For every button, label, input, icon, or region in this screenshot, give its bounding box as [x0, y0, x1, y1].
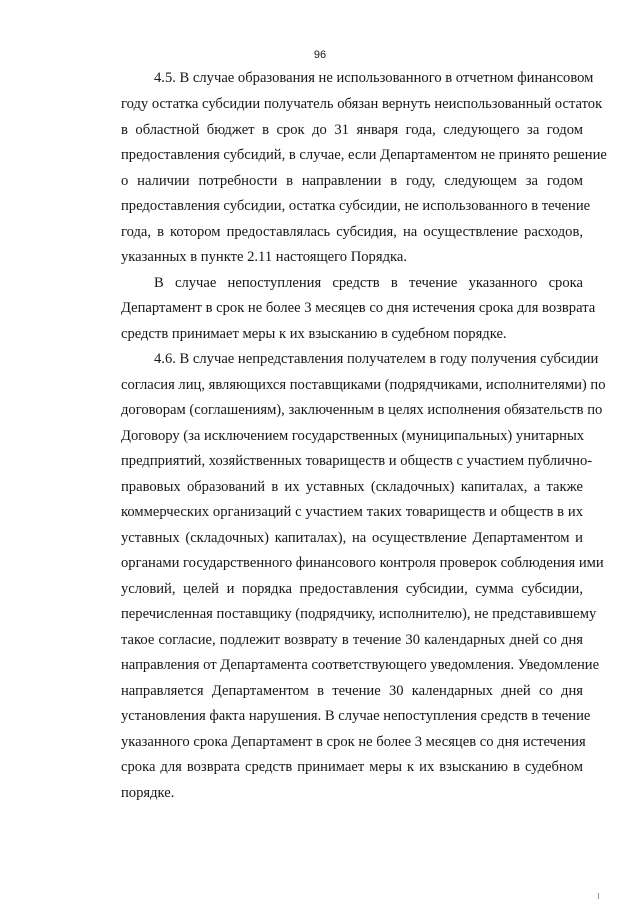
text-line: в областной бюджет в срок до 31 января года, следующего за годом	[121, 122, 583, 138]
text-line: предоставления субсидий, в случае, если Департаментом не принято решение	[121, 147, 607, 163]
text-line: Договору (за исключением государственных (муниципальных) унитарных	[121, 428, 585, 444]
text-line: предоставления субсидии, остатка субсидии, не использованного в течение	[121, 198, 591, 214]
text-line: коммерческих организаций с участием таких товариществ и обществ в их	[121, 504, 583, 520]
text-line: средств принимает меры к их взысканию в судебном порядке.	[121, 326, 507, 342]
text-line: договорам (соглашениям), заключенным в целях исполнения обязательств по	[121, 402, 603, 418]
text-line: согласия лиц, являющихся поставщиками (подрядчиками, исполнителями) по	[121, 377, 606, 393]
text-line: срока для возврата средств принимает меры к их взысканию в судебном	[121, 759, 583, 775]
text-line: Департамент в срок не более 3 месяцев со дня истечения срока для возврата	[121, 300, 596, 316]
text-line: предприятий, хозяйственных товариществ и обществ с участием публично-	[121, 453, 593, 469]
text-line: такое согласие, подлежит возврату в течение 30 календарных дней со дня	[121, 632, 583, 648]
text-line: направления от Департамента соответствующего уведомления. Уведомление	[121, 657, 600, 673]
text-line: условий, целей и порядка предоставления субсидии, сумма субсидии,	[121, 581, 583, 597]
text-line: порядке.	[121, 785, 175, 801]
text-line: уставных (складочных) капиталах), на осуществление Департаментом и	[121, 530, 583, 546]
text-line: правовых образований в их уставных (складочных) капиталах, а также	[121, 479, 583, 495]
text-line: органами государственного финансового контроля проверок соблюдения ими	[121, 555, 604, 571]
text-line: направляется Департаментом в течение 30 календарных дней со дня	[121, 683, 583, 699]
text-line: году остатка субсидии получатель обязан вернуть неиспользованный остаток	[121, 96, 603, 112]
text-line: 4.5. В случае образования не использованного в отчетном финансовом	[154, 70, 594, 86]
page-number: 96	[313, 49, 327, 61]
text-line: установления факта нарушения. В случае непоступления средств в течение	[121, 708, 591, 724]
text-line: 4.6. В случае непредставления получателем в году получения субсидии	[154, 351, 599, 367]
text-line: перечисленная поставщику (подрядчику, исполнителю), не представившему	[121, 606, 597, 622]
scan-edge-mark	[598, 893, 599, 899]
text-line: В случае непоступления средств в течение указанного срока	[154, 275, 583, 291]
text-line: о наличии потребности в направлении в году, следующем за годом	[121, 173, 583, 189]
text-line: указанных в пункте 2.11 настоящего Порядка.	[121, 249, 407, 265]
text-line: указанного срока Департамент в срок не более 3 месяцев со дня истечения	[121, 734, 586, 750]
text-line: года, в котором предоставлялась субсидия, на осуществление расходов,	[121, 224, 583, 240]
